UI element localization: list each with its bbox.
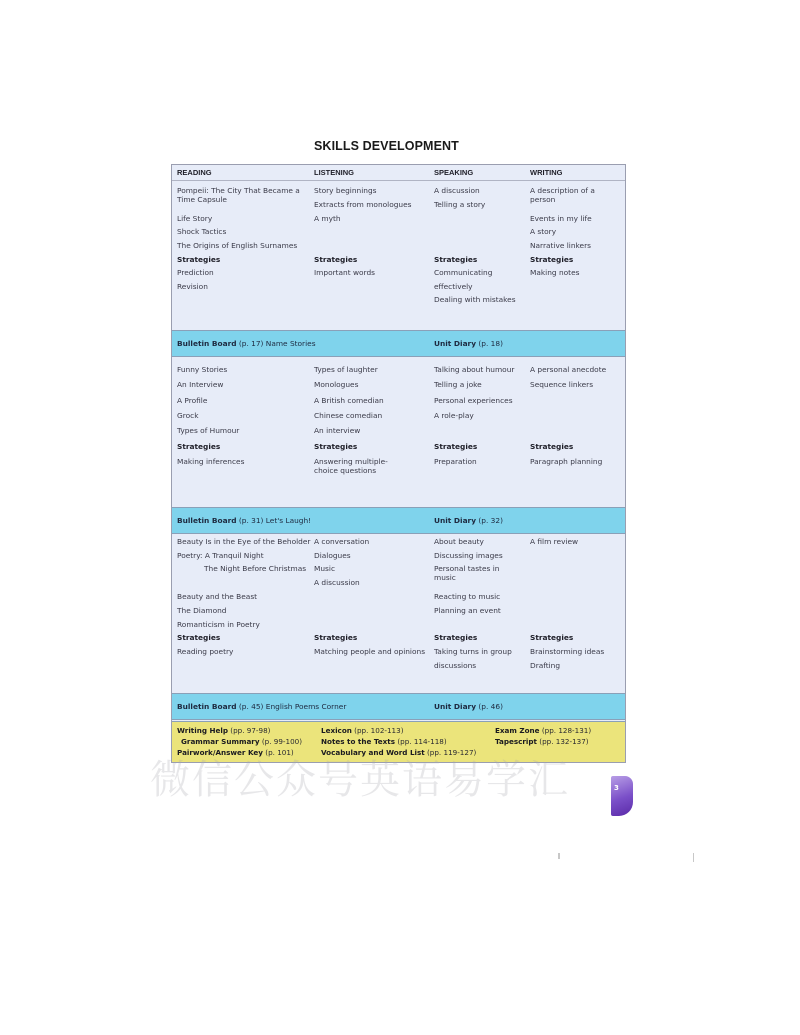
scan-speck: [558, 853, 560, 859]
u2-speaking-4: A role-play: [434, 411, 474, 420]
u1-reading-strategies-label: Strategies: [177, 255, 221, 264]
u2-bulletin: Bulletin Board (p. 31) Let's Laugh!: [177, 516, 312, 525]
u1-writing-strategies-label: Strategies: [530, 255, 574, 264]
u2-listening-1: Types of laughter: [314, 365, 378, 374]
u1-reading-strategy-1: Prediction: [177, 268, 214, 277]
u3-writing-strategies-label: Strategies: [530, 633, 574, 642]
header-reading: READING: [177, 168, 212, 177]
u1-reading-4: Shock Tactics: [177, 227, 227, 236]
u3-unit-diary: Unit Diary (p. 46): [434, 702, 503, 711]
u3-writing-strategy-1: Brainstorming ideas: [530, 647, 605, 656]
u1-speaking-strategy-2: effectively: [434, 282, 473, 291]
u2-listening-4: Chinese comedian: [314, 411, 383, 420]
u2-listening-2: Monologues: [314, 380, 359, 389]
u3-listening-4: A discussion: [314, 578, 360, 587]
footer-lexicon: Lexicon (pp. 102-113): [321, 726, 404, 735]
u1-reading-5: The Origins of English Surnames: [177, 241, 298, 250]
u3-bulletin: Bulletin Board (p. 45) English Poems Corner: [177, 702, 347, 711]
page-number: 3: [614, 784, 619, 792]
u2-writing-strategy-1: Paragraph planning: [530, 457, 603, 466]
scan-speck: [693, 853, 694, 862]
u2-speaking-strategies-label: Strategies: [434, 442, 478, 451]
u1-writing-1: A description of a: [530, 186, 595, 195]
footer-notes: Notes to the Texts (pp. 114-118): [321, 737, 447, 746]
u3-writing-strategy-2: Drafting: [530, 661, 561, 670]
watermark: 微信公众号英语易学汇: [150, 757, 570, 803]
u3-speaking-5: Reacting to music: [434, 592, 501, 601]
header-listening: LISTENING: [314, 168, 355, 177]
u2-speaking-strategy-1: Preparation: [434, 457, 477, 466]
u1-listening-3: A myth: [314, 214, 341, 223]
u1-listening-strategy-1: Important words: [314, 268, 376, 277]
table-header-row: [172, 165, 625, 181]
unit3-bulletin-band: [172, 693, 625, 720]
u2-listening-strategies-label: Strategies: [314, 442, 358, 451]
unit2-bulletin-band: [172, 507, 625, 534]
skills-table: [171, 164, 626, 763]
footer-vocabulary: Vocabulary and Word List (pp. 119-127): [321, 748, 477, 757]
u1-reading-strategy-2: Revision: [177, 282, 208, 291]
header-speaking: SPEAKING: [434, 168, 474, 177]
u3-reading-strategy-1: Reading poetry: [177, 647, 234, 656]
u3-speaking-1: About beauty: [434, 537, 484, 546]
u1-speaking-1: A discussion: [434, 186, 480, 195]
u2-reading-3: A Profile: [177, 396, 208, 405]
u3-reading-strategies-label: Strategies: [177, 633, 221, 642]
u1-writing-2: person: [530, 195, 556, 204]
u2-speaking-3: Personal experiences: [434, 396, 513, 405]
u1-speaking-strategy-3: Dealing with mistakes: [434, 295, 516, 304]
u1-writing-3: Events in my life: [530, 214, 592, 223]
u3-speaking-strategies-label: Strategies: [434, 633, 478, 642]
u3-reading-6: Romanticism in Poetry: [177, 620, 260, 629]
footer-grammar-summary: Grammar Summary (p. 99-100): [181, 737, 303, 746]
footer-tapescript: Tapescript (pp. 132-137): [495, 737, 589, 746]
u3-listening-strategies-label: Strategies: [314, 633, 358, 642]
u2-writing-strategies-label: Strategies: [530, 442, 574, 451]
u1-reading-3: Life Story: [177, 214, 213, 223]
u1-reading-1: Pompeii: The City That Became a: [177, 186, 300, 195]
u3-listening-3: Music: [314, 564, 336, 573]
u3-speaking-4: music: [434, 573, 456, 582]
u2-writing-2: Sequence linkers: [530, 380, 594, 389]
u1-speaking-2: Telling a story: [434, 200, 486, 209]
u1-speaking-strategy-1: Communicating: [434, 268, 493, 277]
u2-speaking-1: Talking about humour: [434, 365, 515, 374]
page-title: SKILLS DEVELOPMENT: [314, 139, 459, 153]
u3-speaking-6: Planning an event: [434, 606, 501, 615]
u2-reading-1: Funny Stories: [177, 365, 228, 374]
footer-pairwork: Pairwork/Answer Key (p. 101): [177, 748, 294, 757]
u2-reading-strategy-1: Making inferences: [177, 457, 245, 466]
u2-listening-3: A British comedian: [314, 396, 384, 405]
u1-writing-4: A story: [530, 227, 557, 236]
u3-speaking-2: Discussing images: [434, 551, 503, 560]
header-writing: WRITING: [530, 168, 563, 177]
u1-bulletin: Bulletin Board (p. 17) Name Stories: [177, 339, 316, 348]
u2-unit-diary: Unit Diary (p. 32): [434, 516, 503, 525]
u1-writing-strategy-1: Making notes: [530, 268, 580, 277]
u3-speaking-strategy-2: discussions: [434, 661, 477, 670]
u2-reading-strategies-label: Strategies: [177, 442, 221, 451]
u3-reading-1: Beauty Is in the Eye of the Beholder: [177, 537, 311, 546]
u2-reading-2: An Interview: [177, 380, 224, 389]
u3-speaking-strategy-1: Taking turns in group: [434, 647, 512, 656]
page-number-tab: [611, 776, 633, 816]
u1-speaking-strategies-label: Strategies: [434, 255, 478, 264]
u1-writing-5: Narrative linkers: [530, 241, 591, 250]
u3-reading-2: Poetry: A Tranquil Night: [177, 551, 264, 560]
footer-exam-zone: Exam Zone (pp. 128-131): [495, 726, 592, 735]
u3-speaking-3: Personal tastes in: [434, 564, 500, 573]
u2-listening-strategy-2: choice questions: [314, 466, 377, 475]
u1-listening-1: Story beginnings: [314, 186, 377, 195]
u3-reading-3: The Night Before Christmas: [204, 564, 307, 573]
footer-writing-help: Writing Help (pp. 97-98): [177, 726, 271, 735]
u2-listening-strategy-1: Answering multiple-: [314, 457, 388, 466]
u3-listening-1: A conversation: [314, 537, 370, 546]
u1-reading-2: Time Capsule: [177, 195, 227, 204]
u3-writing-1: A film review: [530, 537, 579, 546]
u2-reading-5: Types of Humour: [177, 426, 240, 435]
u3-reading-4: Beauty and the Beast: [177, 592, 258, 601]
u3-listening-strategy-1: Matching people and opinions: [314, 647, 426, 656]
u2-writing-1: A personal anecdote: [530, 365, 607, 374]
u2-speaking-2: Telling a joke: [434, 380, 482, 389]
u3-listening-2: Dialogues: [314, 551, 351, 560]
u1-unit-diary: Unit Diary (p. 18): [434, 339, 503, 348]
u2-listening-5: An interview: [314, 426, 361, 435]
u1-listening-2: Extracts from monologues: [314, 200, 412, 209]
u1-listening-strategies-label: Strategies: [314, 255, 358, 264]
u3-reading-5: The Diamond: [177, 606, 227, 615]
u2-reading-4: Grock: [177, 411, 199, 420]
unit1-bulletin-band: [172, 330, 625, 357]
